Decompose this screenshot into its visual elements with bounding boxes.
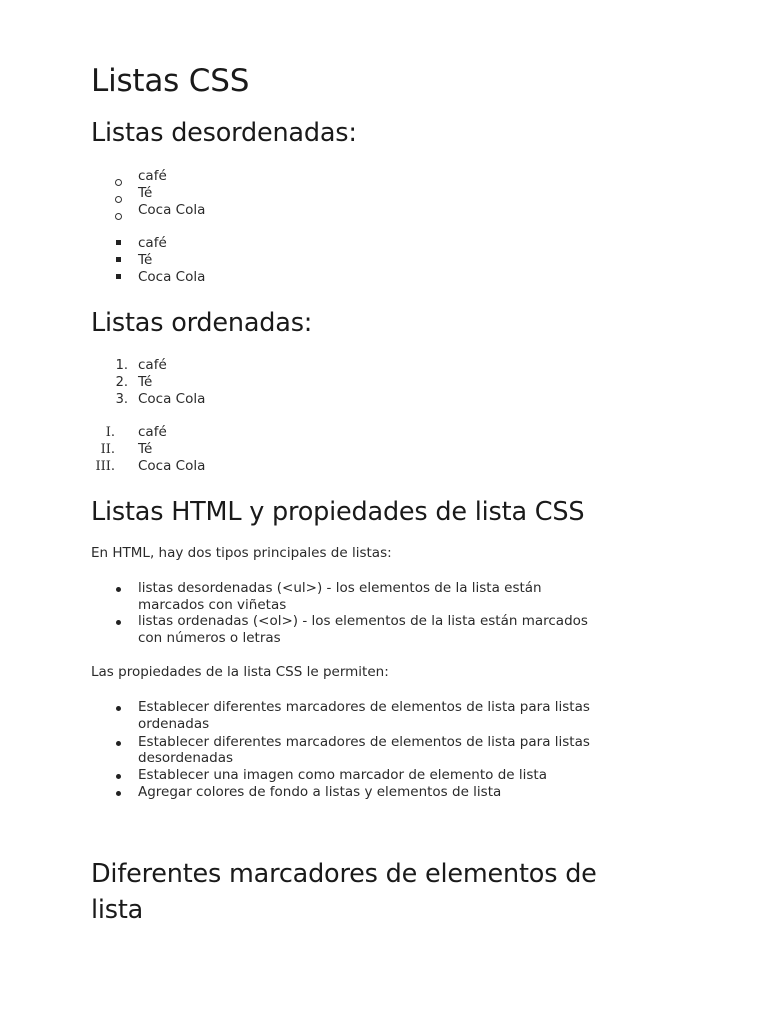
list-item: listas ordenadas (<ol>) - los elementos de la lista están marcados bbox=[138, 613, 588, 629]
intro-paragraph: En HTML, hay dos tipos principales de listas: bbox=[91, 545, 392, 561]
list-item-continuation: desordenadas bbox=[138, 750, 234, 766]
heading-different-markers bbox=[91, 856, 597, 928]
list-item: Coca Cola bbox=[138, 202, 206, 218]
list-marker: 1. bbox=[115, 358, 128, 373]
list-item-continuation: marcados con viñetas bbox=[138, 597, 287, 613]
circle-bullet-icon bbox=[115, 213, 122, 220]
list-item: café bbox=[138, 424, 167, 440]
square-bullet-icon bbox=[116, 257, 121, 262]
list-item: café bbox=[138, 235, 167, 251]
heading-unordered-lists: Listas desordenadas: bbox=[91, 118, 357, 148]
list-marker: III. bbox=[95, 459, 115, 474]
page-title: Listas CSS bbox=[91, 63, 250, 99]
list-item: café bbox=[138, 168, 167, 184]
list-item: Coca Cola bbox=[138, 458, 206, 474]
list-item: Té bbox=[138, 252, 153, 268]
list-marker: 2. bbox=[115, 375, 128, 390]
heading-html-lists: Listas HTML y propiedades de lista CSS bbox=[91, 497, 585, 527]
list-item: Té bbox=[138, 185, 153, 201]
list-item: Establecer una imagen como marcador de elemento de lista bbox=[138, 767, 547, 783]
list-item: Establecer diferentes marcadores de elementos de lista para listas bbox=[138, 699, 590, 715]
properties-intro: Las propiedades de la lista CSS le permiten: bbox=[91, 664, 389, 680]
disc-bullet-icon bbox=[116, 620, 121, 625]
list-item-continuation: ordenadas bbox=[138, 716, 210, 732]
disc-bullet-icon bbox=[116, 741, 121, 746]
list-marker: I. bbox=[105, 425, 115, 440]
list-item: Coca Cola bbox=[138, 269, 206, 285]
square-bullet-icon bbox=[116, 240, 121, 245]
disc-bullet-icon bbox=[116, 587, 121, 592]
square-bullet-icon bbox=[116, 274, 121, 279]
list-item: Agregar colores de fondo a listas y elementos de lista bbox=[138, 784, 502, 800]
list-item-continuation: con números o letras bbox=[138, 630, 281, 646]
list-marker: II. bbox=[100, 442, 115, 457]
list-item: Té bbox=[138, 441, 153, 457]
heading-ordered-lists: Listas ordenadas: bbox=[91, 308, 313, 338]
heading-line: lista bbox=[91, 895, 144, 925]
list-item: Té bbox=[138, 374, 153, 390]
list-item: Establecer diferentes marcadores de elementos de lista para listas bbox=[138, 734, 590, 750]
disc-bullet-icon bbox=[116, 706, 121, 711]
circle-bullet-icon bbox=[115, 179, 122, 186]
list-item: Coca Cola bbox=[138, 391, 206, 407]
disc-bullet-icon bbox=[116, 791, 121, 796]
heading-line: Diferentes marcadores de elementos de bbox=[91, 859, 597, 889]
disc-bullet-icon bbox=[116, 774, 121, 779]
list-item: listas desordenadas (<ul>) - los elementos de la lista están bbox=[138, 580, 542, 596]
circle-bullet-icon bbox=[115, 196, 122, 203]
list-item: café bbox=[138, 357, 167, 373]
list-marker: 3. bbox=[115, 392, 128, 407]
